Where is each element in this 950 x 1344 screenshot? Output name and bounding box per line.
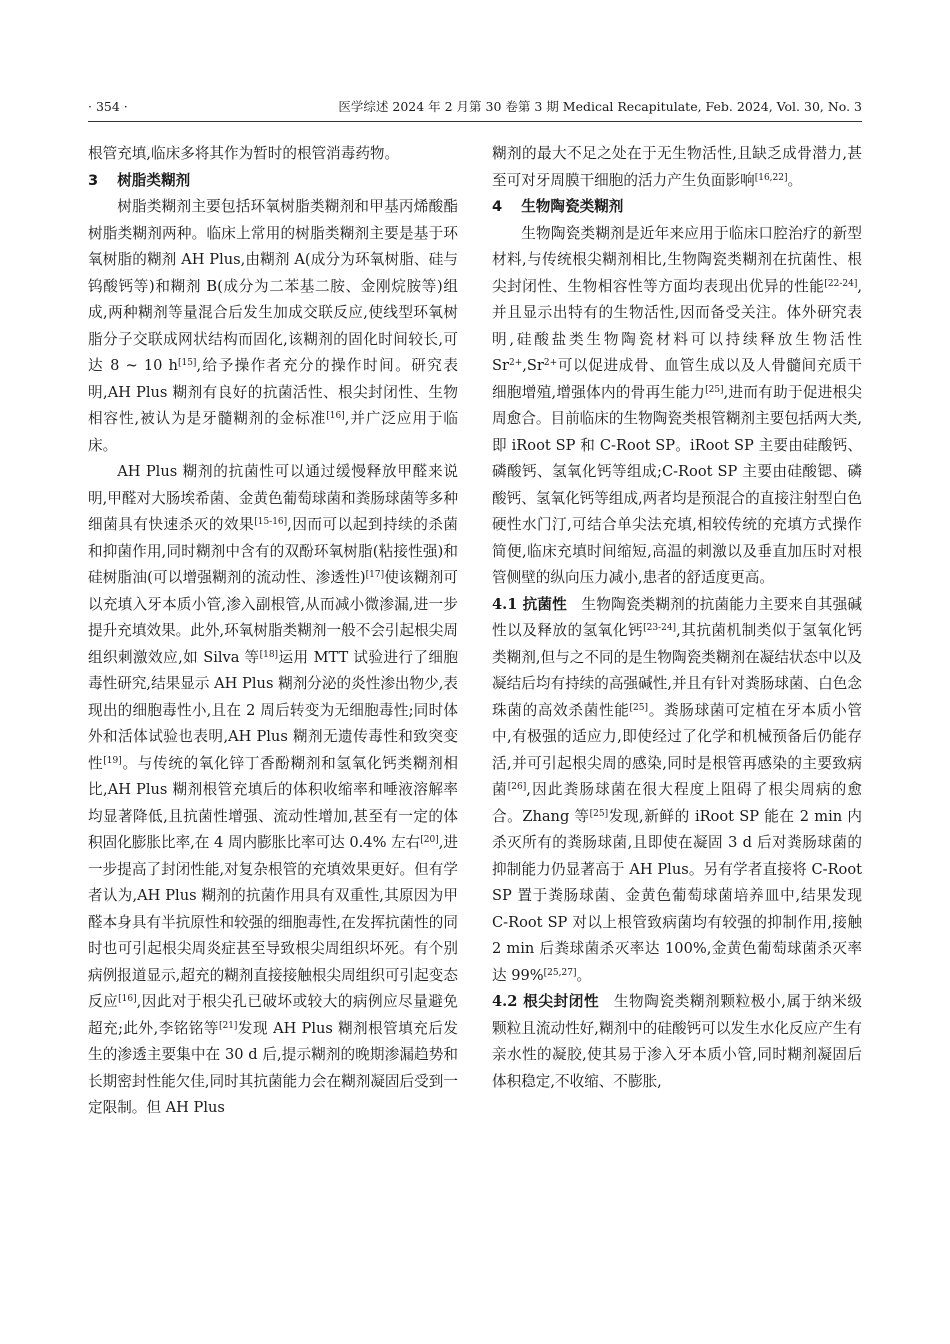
paragraph: 生物陶瓷类糊剂是近年来应用于临床口腔治疗的新型材料,与传统根尖糊剂相比,生物陶瓷类糊剂在抗菌性、根尖封闭性、生物相容性等方面均表现出优异的性能[22-24],并且显示出特有的生物活性,因而备受关注。体外研究表明,硅酸盐类生物陶瓷材料可以持续释放生物活性 $Sr^{2+},Sr^{2+}$可以促进成骨、血管生成以及人骨髓间充质干细胞增殖,增强体内的骨再生能力[25],进而有助于促进根尖周愈合。目前临床的生物陶瓷类根管糊剂主要包括两大类,即 iRoot SP 和 C-Root SP。iRoot SP 主要由硅酸钙、磷酸钙、氢氧化钙等组成;C-Root SP 主要由硅酸锶、磷酸钙、氢氧化钙等组成,两者均是预混合的直接注射型白色硬性水门汀,可结合单尖法充填,相较传统的充填方式操作简便,临床充填时间缩短,高温的刺激以及垂直加压时对根管侧壁的纵向压力减小,患者的舒适度更高。 [492, 224, 863, 586]
subsection-4-2: 4.2 根尖封闭性 生物陶瓷类糊剂颗粒极小,属于纳米级颗粒且流动性好,糊剂中的硅酸钙可以发生水化反应产生有亲水性的凝胶,使其易于渗入牙本质小管,同时糊剂凝固后体积稳定,不收缩、不膨胀, [492, 993, 862, 1090]
subsection-4-1: 4.1 抗菌性 生物陶瓷类糊剂的抗菌能力主要来自其强碱性以及释放的氢氧化钙[23-24],其抗菌机制类似于氢氧化钙类糊剂,但与之不同的是生物陶瓷类糊剂在凝结状态中以及凝结后均有持续的高强碱性,并且有针对粪肠球菌、白色念珠菌的高效杀菌性能[25]。粪肠球菌可定植在牙本质小管中,有极强的适应力,即使经过了化学和机械预备后仍能存活,并可引起根尖周的感染,同时是根管再感染的主要致病菌[26],因此粪肠球菌在很大程度上阻碍了根尖周病的愈合。Zhang 等[25]发现,新鲜的 iRoot SP 能在 2 min 内杀灭所有的粪肠球菌,且即使在凝固 3 d 后对粪肠球菌的抑制能力仍显著高于 AH Plus。另有学者直接将 C-Root SP 置于粪肠球菌、金黄色葡萄球菌培养皿中,结果发现 C-Root SP 对以上根管致病菌均有较强的抑制作用,接触 2 min 后粪球菌杀灭率达 100%,金黄色葡萄球菌杀灭率达 99%[25,27]。 [492, 595, 862, 984]
citation: [25] [705, 384, 724, 395]
right-column [492, 141, 862, 1095]
citation: [25] [589, 808, 609, 819]
citation: [20] [420, 835, 439, 845]
subsection-label: 4.2 根尖封闭性 [492, 993, 600, 1010]
citation: [16] [326, 411, 345, 421]
section-title: 树脂类糊剂 [117, 171, 191, 189]
paragraph: 根管充填,临床多将其作为暂时的根管消毒药物。 [88, 145, 400, 162]
section-number: 3 [88, 171, 99, 189]
ion-charge: 2+ [508, 358, 523, 368]
section-heading-4 [492, 194, 862, 221]
citation: [23-24] [643, 623, 677, 633]
page-number: · 354 · [88, 99, 128, 114]
citation: [21] [218, 1020, 238, 1031]
header-rule [88, 121, 862, 122]
paragraph: 糊剂的最大不足之处在于无生物活性,且缺乏成骨潜力,甚至可对牙周膜干细胞的活力产生负面影响[16,22]。 [492, 145, 862, 189]
citation: [26] [507, 782, 527, 792]
paragraph: AH Plus 糊剂的抗菌性可以通过缓慢释放甲醛来说明,甲醛对大肠埃希菌、金黄色葡萄球菌和粪肠球菌等多种细菌具有快速杀灭的效果[15-16],因而可以起到持续的杀菌和抑菌作用,同时糊剂中含有的双酚环氧树脂(粘接性强)和硅树脂油(可以增强糊剂的流动性、渗透性)[17]使该糊剂可以充填入牙本质小管,渗入副根管,从而减小微渗漏,进一步提升充填效果。此外,环氧树脂类糊剂一般不会引起根尖周组织刺激效应,如 Silva 等[18]运用 MTT 试验进行了细胞毒性研究,结果显示 AH Plus 糊剂分泌的炎性渗出物少,表现出的细胞毒性小,且在 2 周后转变为无细胞毒性;同时体外和活体试验也表明,AH Plus 糊剂无遗传毒性和致突变性[19]。与传统的氧化锌丁香酚糊剂和氢氧化钙类糊剂相比,AH Plus 糊剂根管充填后的体积收缩率和唾液溶解率均显著降低,且抗菌性增强、流动性增加,甚至有一定的体积固化膨胀比率,在 4 周内膨胀比率可达 0.4% 左右[20],进一步提高了封闭性能,对复杂根管的充填效果更好。但有学者认为,AH Plus 糊剂的抗菌作用具有双重性,其原因为甲醛本身具有半抗原性和较强的细胞毒性,在发挥抗菌性的同时也可引起根尖周炎症甚至导致根尖周组织坏死。有个别病例报道显示,超充的糊剂直接接触根尖周组织可引起变态反应[16],因此对于根尖孔已破坏或较大的病例应尽量避免超充;此外,李铭铭等[21]发现 AH Plus 糊剂根管填充后发生的渗透主要集中在 30 d 后,提示糊剂的晚期渗漏趋势和长期密封性能欠佳,同时其抗菌能力会在糊剂凝固后受到一定限制。但 AH Plus [88, 463, 458, 1116]
citation: [15] [177, 358, 197, 368]
left-column [88, 141, 458, 1122]
paragraph: 树脂类糊剂主要包括环氧树脂类糊剂和甲基丙烯酸酯树脂类糊剂两种。临床上常用的树脂类糊剂主要是基于环氧树脂的糊剂 AH Plus,由糊剂 A(成分为环氧树脂、硅与钨酸钙等)和糊剂 B(成分为二苯基二胺、金刚烷胺等)组成,两种糊剂等量混合后发生加成交联反应,使线型环氧树脂分子交联成网状结构而固化,该糊剂的固化时间较长,可达 8 ~ 10 h[15],给予操作者充分的操作时间。研究表明,AH Plus 糊剂有良好的抗菌活性、根尖封闭性、生物相容性,被认为是牙髓糊剂的金标准[16],并广泛应用于临床。 [88, 198, 459, 454]
citation: [25,27] [543, 967, 577, 978]
citation: [25] [629, 702, 649, 713]
citation: [22-24] [824, 278, 858, 289]
citation: [17] [365, 570, 385, 580]
citation: [19] [103, 755, 122, 766]
section-number: 4 [492, 198, 503, 215]
running-header [88, 97, 862, 117]
citation: [16,22] [754, 172, 788, 183]
ion-charge: 2+ [543, 358, 558, 368]
journal-info: 医学综述 2024 年 2 月第 30 卷第 3 期 Medical Recapitulate, Feb. 2024, Vol. 30, No. 3 [338, 99, 862, 114]
section-title: 生物陶瓷类糊剂 [521, 198, 624, 215]
citation: [15-16] [254, 517, 288, 527]
citation: [18] [259, 649, 279, 660]
citation: [16] [118, 994, 137, 1004]
subsection-label: 4.1 抗菌性 [492, 595, 567, 613]
section-heading-3 [88, 168, 458, 195]
